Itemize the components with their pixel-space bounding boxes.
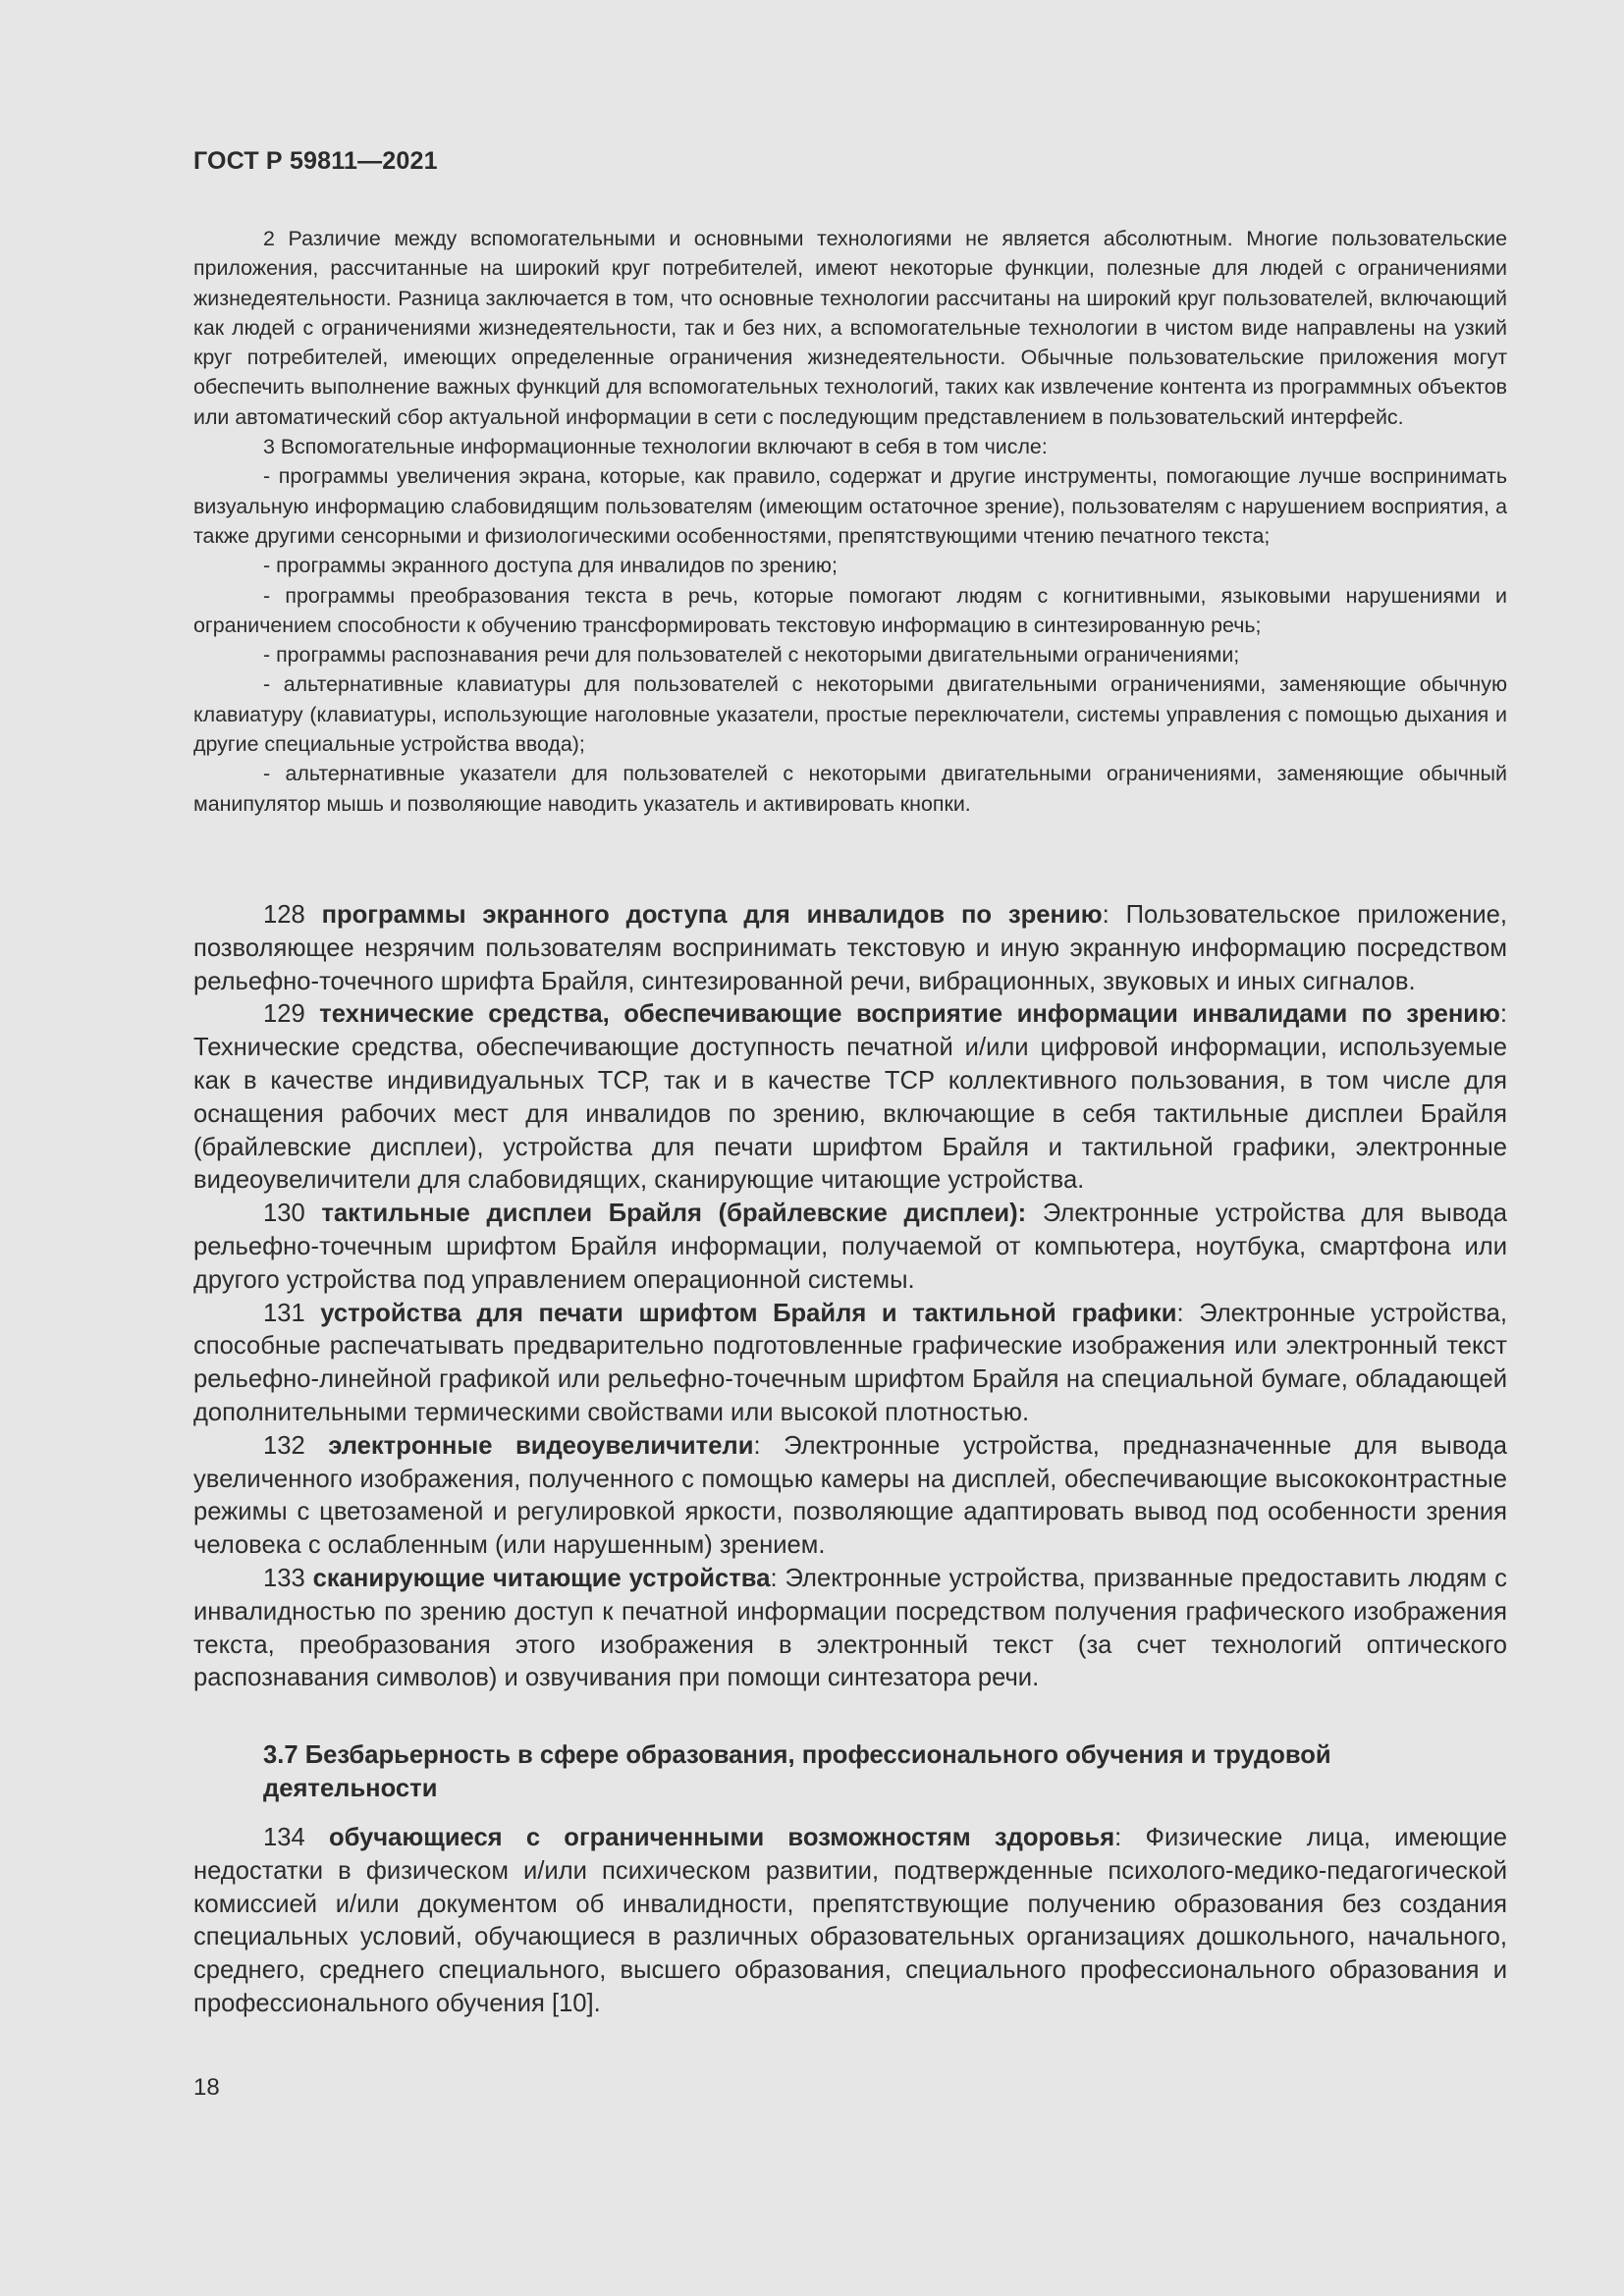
term-definition: Технические средства, обеспечивающие доступность печатной и/или цифровой информации, используемые как в качестве индивидуальных ТСР, так и в качестве ТСР коллективного пользования, в том числе для оснащения рабочих мест для инвалидов по зрению, включающие в себя тактильные дисплеи Брайля (брайлевские дисплеи), устройства для печати шрифтом Брайля и тактильной графики, электронные видеоувеличители для слабовидящих, сканирующие читающие устройства.	[193, 1034, 1507, 1195]
term-number: 128	[263, 901, 305, 929]
term-number: 130	[263, 1200, 305, 1228]
page-number: 18	[193, 2074, 220, 2101]
note-paragraph: 2 Различие между вспомогательными и основными технологиями не является абсолютным. Многие пользовательские приложения, рассчитанные на широкий круг потребителей, имеют некоторые функции, полезные для людей с ограничениями жизнедеятельности. Разница заключается в том, что основные технологии рассчитаны на широкий круг пользователей, включающий как людей с ограничениями жизнедеятельности, так и без них, а вспомогательные технологии в чистом виде направлены на узкий круг потребителей, имеющих определенные ограничения жизнедеятельности. Обычные пользовательские приложения могут обеспечить выполнение важных функций для вспомогательных технологий, таких как извлечение контента из программных объектов или автоматический сбор актуальной информации в сети с последующим представлением в пользовательский интерфейс.	[193, 227, 1507, 429]
note-list-item: - альтернативные указатели для пользователей с некоторыми двигательными ограничениями, заменяющие обычный манипулятор мышь и позволяющие наводить указатель и активировать кнопки.	[193, 762, 1507, 816]
term-definition: Электронные устройства, способные распечатывать предварительно подготовленные графические изображения или электронный текст рельефно-линейной графикой или рельефно-точечным шрифтом Брайля на специальной бумаге, обладающей дополнительными термическими свойствами или высокой плотностью.	[193, 1299, 1507, 1426]
term-separator: :	[1176, 1299, 1184, 1327]
note-paragraph: 3 Вспомогательные информационные технологии включают в себя в том числе:	[263, 435, 1048, 459]
term-separator: :	[1102, 901, 1110, 929]
term-title: тактильные дисплеи Брайля (брайлевские дисплеи):	[321, 1200, 1027, 1228]
term-number: 132	[263, 1431, 305, 1460]
note-list-item: - программы увеличения экрана, которые, как правило, содержат и другие инструменты, помогающие лучше воспринимать визуальную информацию слабовидящим пользователям (имеющим остаточное зрение), пользователям с нарушением восприятия, а также другими сенсорными и физиологическими особенностями, препятствующими чтению печатного текста;	[193, 464, 1507, 548]
document-header: ГОСТ Р 59811—2021	[193, 147, 438, 175]
term-definition: Физические лица, имеющие недостатки в физическом и/или психическом развитии, подтвержденные психолого-медико-педагогической комиссией и/или документом об инвалидности, препятствующие получению образования без создания специальных условий, обучающиеся в различных образовательных организациях дошкольного, начального, среднего, среднего специального, высшего образования, специального профессионального образования и профессионального обучения [10].	[193, 1824, 1507, 2017]
note-list-item: - программы преобразования текста в речь, которые помогают людям с когнитивными, языковыми нарушениями и ограничением способности к обучению трансформировать текстовую информацию в синтезированную речь;	[193, 583, 1507, 637]
terms-block-2	[193, 1822, 1507, 2021]
term-number: 133	[263, 1564, 305, 1592]
term-entry	[193, 1198, 1507, 1297]
term-entry	[193, 1430, 1507, 1563]
term-title: сканирующие читающие устройства	[312, 1564, 771, 1592]
term-definition: Пользовательское приложение, позволяющее незрячим пользователям воспринимать текстовую и иную экранную информацию посредством рельефно-точечного шрифта Брайля, синтезированной речи, вибрационных, звуковых и иных сигналов.	[193, 901, 1507, 995]
term-separator: :	[753, 1431, 761, 1460]
term-number: 131	[263, 1299, 305, 1327]
term-definition: Электронные устройства для вывода рельефно-точечным шрифтом Брайля информации, получаемой от компьютера, ноутбука, смартфона или другого устройства под управлением операционной системы.	[193, 1200, 1507, 1294]
note-list-item: - программы экранного доступа для инвалидов по зрению;	[263, 554, 838, 578]
term-title: устройства для печати шрифтом Брайля и тактильной графики	[320, 1299, 1177, 1327]
term-entry	[193, 1563, 1507, 1695]
term-definition: Электронные устройства, предназначенные для вывода увеличенного изображения, полученного с помощью камеры на дисплей, обеспечивающие высококонтрастные режимы с цветозаменой и регулировкой яркости, позволяющие адаптировать вывод под особенности зрения человека с ослабленным (или нарушенным) зрением.	[193, 1431, 1507, 1560]
term-definition: Электронные устройства, призванные предоставить людям с инвалидностью по зрению доступ к печатной информации посредством получения графического изображения текста, преобразования этого изображения в электронный текст (за счет технологий оптического распознавания символов) и озвучивания при помощи синтезатора речи.	[193, 1564, 1507, 1692]
term-title: электронные видеоувеличители	[328, 1431, 754, 1460]
notes-block	[193, 224, 1507, 819]
term-entry	[193, 1822, 1507, 2021]
note-list-item: - альтернативные клавиатуры для пользователей с некоторыми двигательными ограничениями, заменяющие обычную клавиатуру (клавиатуры, использующие наголовные указатели, простые переключатели, системы управления с помощью дыхания и другие специальные устройства ввода);	[193, 672, 1507, 757]
term-entry	[193, 998, 1507, 1198]
term-entry	[193, 1298, 1507, 1430]
term-separator: :	[1114, 1824, 1122, 1851]
term-number: 129	[263, 1000, 305, 1029]
section-heading: 3.7 Безбарьерность в сфере образования, профессионального обучения и трудовой деятельности	[263, 1741, 1331, 1802]
term-title: обучающиеся с ограниченными возможностям здоровья	[328, 1824, 1115, 1851]
term-separator: :	[770, 1564, 778, 1592]
term-title: технические средства, обеспечивающие восприятие информации инвалидами по зрению	[319, 1000, 1500, 1029]
term-separator: :	[1499, 1000, 1507, 1029]
term-title: программы экранного доступа для инвалидов по зрению	[321, 901, 1103, 929]
note-list-item: - программы распознавания речи для пользователей с некоторыми двигательными ограничениями;	[263, 643, 1240, 667]
term-entry	[193, 899, 1507, 998]
term-number: 134	[263, 1824, 305, 1851]
terms-block	[193, 899, 1507, 1695]
